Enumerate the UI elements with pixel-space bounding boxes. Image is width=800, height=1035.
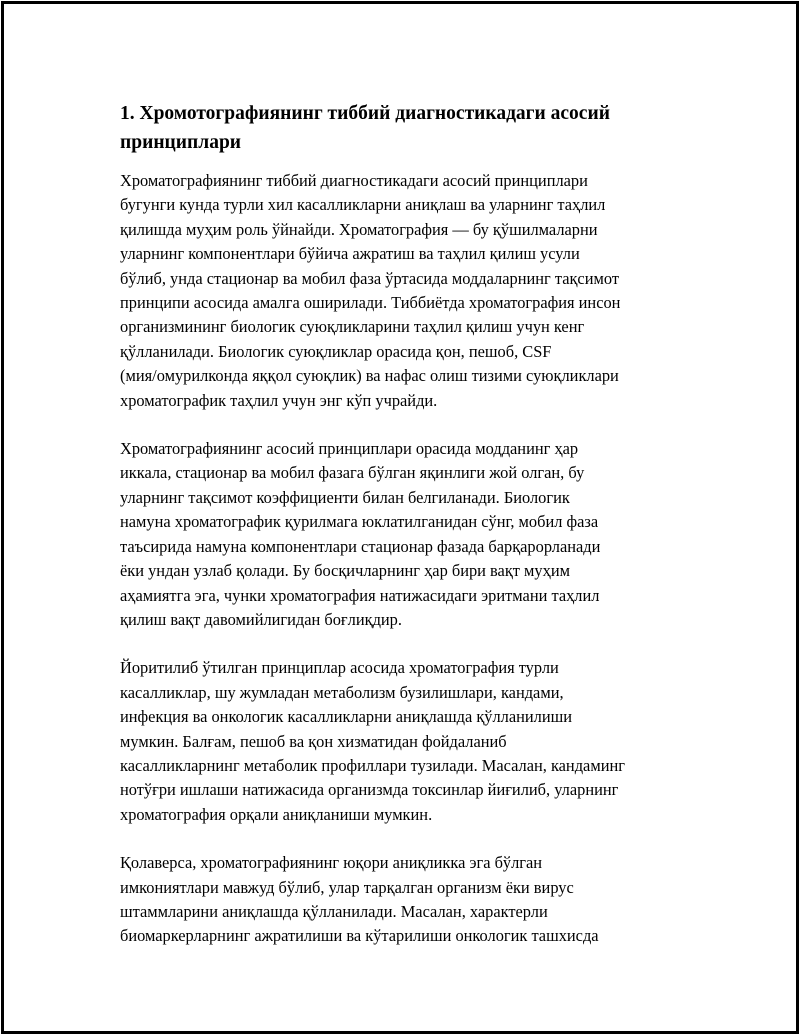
page-frame: [1, 1, 799, 1034]
paragraph: Қолаверса, хроматографиянинг юқори аниқликка эга бўлган имкониятлари мавжуд бўлиб, улар тарқалган организм ёки вирус штаммларини аниқлашда қўлланилади. Масалан, характерли биомаркерларнинг ажратилиши ва кўтарилиши онкологик ташхисда: [120, 853, 599, 946]
paragraph: Хроматографиянинг асосий принциплари орасида модданинг ҳар иккала, стационар ва мобил фазага бўлган яқинлиги жой олган, бу уларнинг тақсимот коэффициенти билан белгиланади. Биологик намуна хроматографик қурилмага юклатилганидан сўнг, мобил фаза таъсирида намуна компонентлари стационар фазада барқарорланади ёки ундан узлаб қолади. Бу босқичларнинг ҳар бири вақт муҳим аҳамиятга эга, чунки хроматография натижасидаги эритмани таҳлил қилиш вақт давомийлигидан боғлиқдир.: [120, 439, 601, 629]
paragraph: Хроматографиянинг тиббий диагностикадаги асосий принциплари бугунги кунда турли хил касалликларни аниқлаш ва уларнинг таҳлил қилишда муҳим роль ўйнайди. Хроматография — бу қўшилмаларни уларнинг компонентлари бўйича ажратиш ва таҳлил қилиш усули бўлиб, унда стационар ва мобил фаза ўртасида моддаларнинг тақсимот принципи асосида амалга оширилади. Тиббиётда хроматография инсон организмининг биологик суюқликларини таҳлил қилиш учун кенг қўлланилади. Биологик суюқликлар орасида қон, пешоб, CSF (мия/омурилконда яққол суюқлик) ва нафас олиш тизими суюқликлари хроматографик таҳлил учун энг кўп учрайди.: [120, 171, 621, 410]
document-body: [120, 99, 710, 973]
paragraph: Йоритилиб ўтилган принциплар асосида хроматография турли касалликлар, шу жумладан метаболизм бузилишлари, кандами, инфекция ва онкологик касалликларни аниқлашда қўлланилиши мумкин. Балғам, пешоб ва қон хизматидан фойдаланиб касалликларнинг метаболик профиллари тузилади. Масалан, кандаминг нотўғри ишлаши натижасида организмда токсинлар йиғилиб, уларнинг хроматография орқали аниқланиши мумкин.: [120, 658, 625, 824]
section-heading: 1. Хромотографиянинг тиббий диагностикадаги асосий принциплари: [120, 103, 610, 153]
